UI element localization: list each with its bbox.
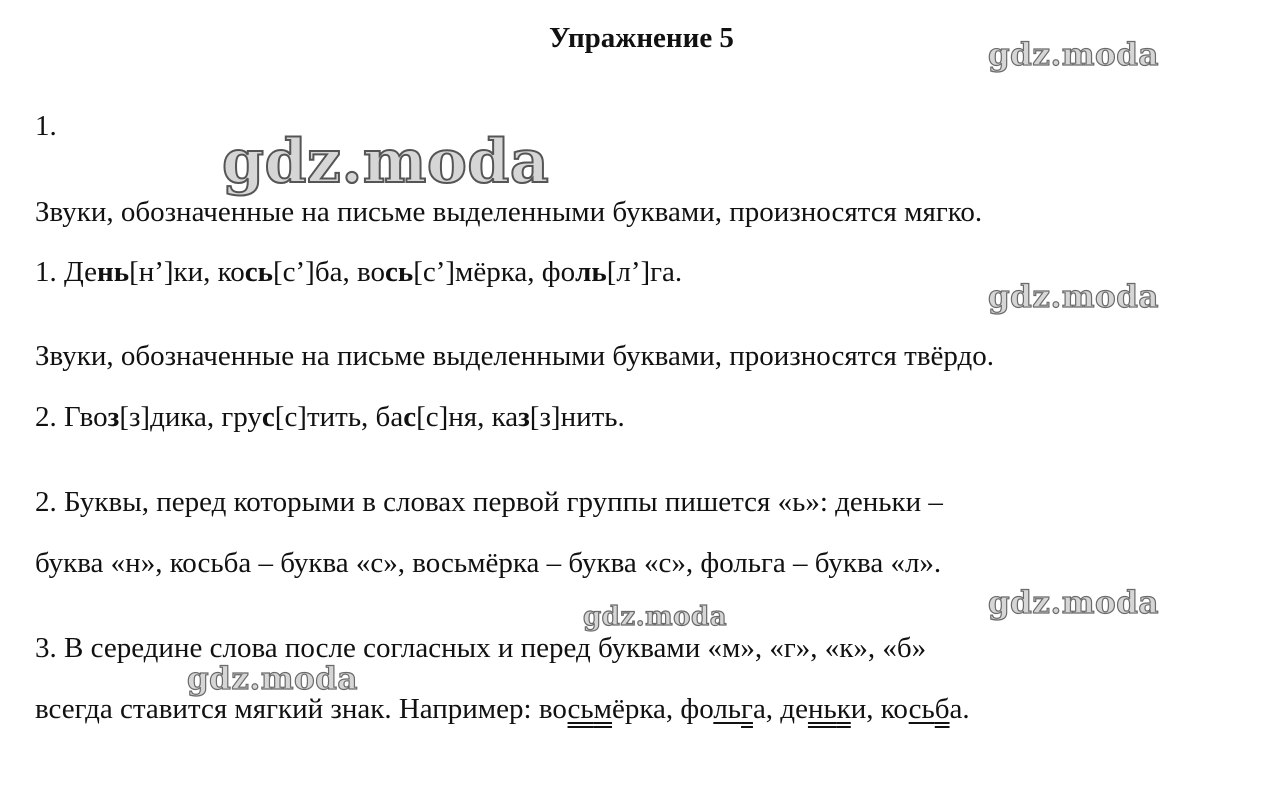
text-fragment: [з]нить. bbox=[529, 401, 625, 433]
double-underlined-letters: сь bbox=[567, 693, 594, 725]
highlighted-letters: ль bbox=[575, 256, 607, 288]
watermark-logo: gdz.moda bbox=[988, 37, 1159, 73]
highlighted-letters: с bbox=[261, 401, 275, 433]
text-fragment: [с’]ба, во bbox=[273, 256, 385, 288]
exercise-title: Упражнение 5 bbox=[549, 22, 734, 54]
hard-sounds-statement: Звуки, обозначенные на письме выделенными буквами, произносятся твёрдо. bbox=[35, 340, 995, 372]
text-fragment: [н’]ки, ко bbox=[129, 256, 245, 288]
highlighted-letters: з bbox=[518, 401, 530, 433]
watermark-logo: gdz.moda bbox=[187, 661, 358, 697]
soft-sounds-statement: Звуки, обозначенные на письме выделенными буквами, произносятся мягко. bbox=[35, 196, 983, 228]
double-underlined-letters: м bbox=[593, 693, 613, 725]
double-underlined-letters: г bbox=[741, 693, 753, 725]
highlighted-letters: з bbox=[107, 401, 120, 433]
text-fragment: [з]дика, гру bbox=[119, 401, 262, 433]
double-underlined-letters: б bbox=[934, 693, 950, 725]
watermark-logo-large: gdz.moda bbox=[222, 127, 550, 197]
underlined-letters: ль bbox=[713, 693, 742, 725]
text-fragment: и, ко bbox=[850, 693, 909, 725]
highlighted-letters: с bbox=[403, 401, 417, 433]
text-fragment: [с]тить, ба bbox=[274, 401, 404, 433]
double-underlined-letters: к bbox=[836, 693, 851, 725]
watermark-logo: gdz.moda bbox=[583, 602, 728, 632]
text-fragment: всегда ставится мягкий знак. Например: во bbox=[35, 693, 568, 725]
text-fragment: [л’]га. bbox=[606, 256, 683, 288]
text-fragment: а, де bbox=[752, 693, 808, 725]
text-fragment: [с]ня, ка bbox=[416, 401, 519, 433]
text-fragment: ёрка, фо bbox=[612, 693, 714, 725]
watermark-logo: gdz.moda bbox=[988, 279, 1159, 315]
answer-2-line-1: 2. Буквы, перед которыми в словах первой группы пишется «ь»: деньки – bbox=[35, 486, 943, 518]
text-fragment: 1. Де bbox=[35, 256, 98, 288]
hard-sounds-examples bbox=[35, 403, 625, 432]
text-fragment: а. bbox=[949, 693, 970, 725]
highlighted-letters: сь bbox=[244, 256, 273, 288]
highlighted-letters: нь bbox=[97, 256, 130, 288]
item-number-1: 1. bbox=[35, 110, 57, 142]
watermark-logo: gdz.moda bbox=[988, 585, 1159, 621]
answer-2-line-2: буква «н», косьба – буква «с», восьмёрка – буква «с», фольга – буква «л». bbox=[35, 547, 942, 579]
highlighted-letters: сь bbox=[384, 256, 414, 288]
text-fragment: [с’]мёрка, фо bbox=[413, 256, 576, 288]
answer-3-line-2 bbox=[35, 695, 970, 724]
double-underlined-letters: нь bbox=[807, 693, 837, 725]
answer-3-line-1: 3. В середине слова после согласных и перед буквами «м», «г», «к», «б» bbox=[35, 632, 927, 664]
text-fragment: 2. Гво bbox=[35, 401, 108, 433]
soft-sounds-examples bbox=[35, 258, 682, 287]
underlined-letters: сь bbox=[908, 693, 935, 725]
